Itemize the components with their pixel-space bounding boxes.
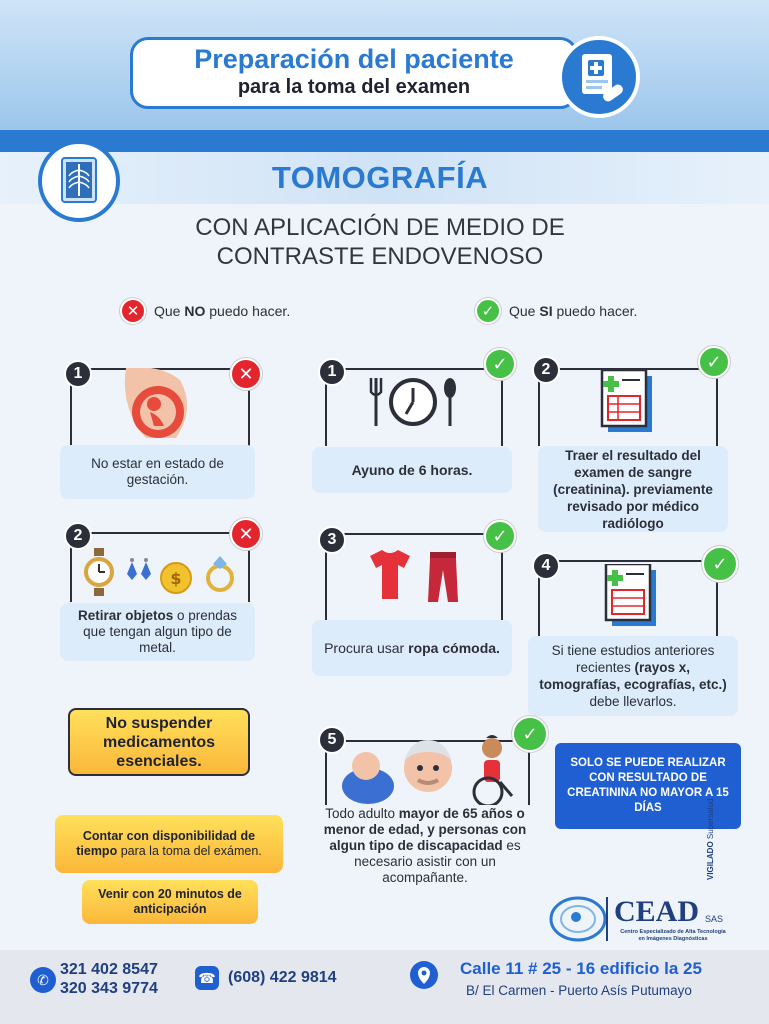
no-card-1-text: No estar en estado de gestación.	[60, 445, 255, 499]
cead-logo-icon	[548, 895, 608, 943]
subtitle-line-1: CON APLICACIÓN DE MEDIO DE	[195, 214, 565, 241]
check-icon: ✓	[475, 298, 501, 324]
xray-icon	[38, 140, 120, 222]
exam-title: TOMOGRAFÍA	[271, 160, 489, 195]
subtitle-line-2: CONTRASTE ENDOVENOSO	[216, 243, 544, 270]
page-subtitle: para la toma del examen	[237, 76, 471, 98]
vigilado-supersalud: VIGILADO Supersalud	[706, 798, 715, 880]
pregnancy-icon	[118, 368, 202, 453]
si-card-4-text: Si tiene estudios anteriores recientes (rayos x, tomografías, ecografías, etc.) debe llevarlos.	[528, 636, 738, 716]
no-suspend-note: No suspender medicamentos esenciales.	[68, 708, 250, 776]
svg-text:$: $	[170, 569, 182, 588]
brand-tagline: Centro Especializado de Alta Tecnología en Imágenes Diagnósticas	[620, 929, 726, 942]
si-card-2-number: 2	[532, 356, 560, 384]
close-icon: ✕	[230, 518, 262, 550]
mobile-phones	[60, 960, 158, 998]
logo-divider	[606, 897, 608, 941]
header-title-box	[130, 37, 578, 109]
jewelry-icon	[80, 548, 240, 601]
mobile-phone-1[interactable]: 321 402 8547	[60, 961, 158, 978]
legend-si-text: Que SI puedo hacer.	[509, 303, 638, 319]
check-icon: ✓	[484, 520, 516, 552]
document-icon	[604, 564, 658, 633]
page-title: Preparación del paciente	[194, 44, 514, 74]
medical-report-icon	[558, 36, 640, 118]
si-card-3-number: 3	[318, 526, 346, 554]
clothes-icon	[360, 548, 464, 613]
city-line: B/ El Carmen - Puerto Asís Putumayo	[466, 983, 692, 998]
si-card-5-text: Todo adulto mayor de 65 años o menor de edad, y personas con algun tipo de discapacidad es necesario asistir con un acompañante.	[312, 805, 538, 887]
si-card-5-number: 5	[318, 726, 346, 754]
creatinine-notice: SOLO SE PUEDE REALIZAR CON RESULTADO DE CREATININA NO MAYOR A 15 DÍAS	[555, 743, 741, 829]
exam-subtitle	[130, 213, 630, 271]
phone-icon: ☎	[195, 966, 219, 990]
check-icon: ✓	[698, 346, 730, 378]
arrive-early-note: Venir con 20 minutos de anticipación	[82, 880, 258, 924]
check-icon: ✓	[512, 716, 548, 752]
address-line: Calle 11 # 25 - 16 edificio la 25	[460, 959, 702, 978]
brand-suffix: SAS	[705, 914, 724, 924]
no-card-2-number: 2	[64, 522, 92, 550]
si-card-1-text: Ayuno de 6 horas.	[312, 447, 512, 493]
landline-phone[interactable]: (608) 422 9814	[228, 969, 337, 986]
legend-no	[120, 298, 290, 324]
lab-report-icon	[600, 370, 654, 439]
no-card-1-number: 1	[64, 360, 92, 388]
check-icon: ✓	[702, 546, 738, 582]
check-icon: ✓	[484, 348, 516, 380]
brand-name: CEAD	[614, 895, 700, 928]
fasting-clock-icon	[368, 374, 458, 435]
close-icon: ✕	[120, 298, 146, 324]
si-card-4-number: 4	[532, 552, 560, 580]
close-icon: ✕	[230, 358, 262, 390]
mobile-phone-2[interactable]: 320 343 9774	[60, 980, 158, 997]
location-pin-icon	[410, 961, 438, 989]
si-card-2-text: Traer el resultado del examen de sangre (creatinina). previamente revisado por médico radiólogo	[538, 446, 728, 532]
si-card-3-text: Procura usar ropa cómoda.	[312, 620, 512, 676]
no-card-2-text: Retirar objetos o prendas que tengan algun tipo de metal.	[60, 603, 255, 661]
availability-note: Contar con disponibilidad de tiempo para la toma del exámen.	[55, 815, 283, 873]
legend-si	[475, 298, 637, 324]
si-card-1-number: 1	[318, 358, 346, 386]
whatsapp-icon: ✆	[30, 967, 56, 993]
family-wheelchair-icon	[340, 734, 530, 813]
legend-no-text: Que NO puedo hacer.	[154, 303, 291, 319]
